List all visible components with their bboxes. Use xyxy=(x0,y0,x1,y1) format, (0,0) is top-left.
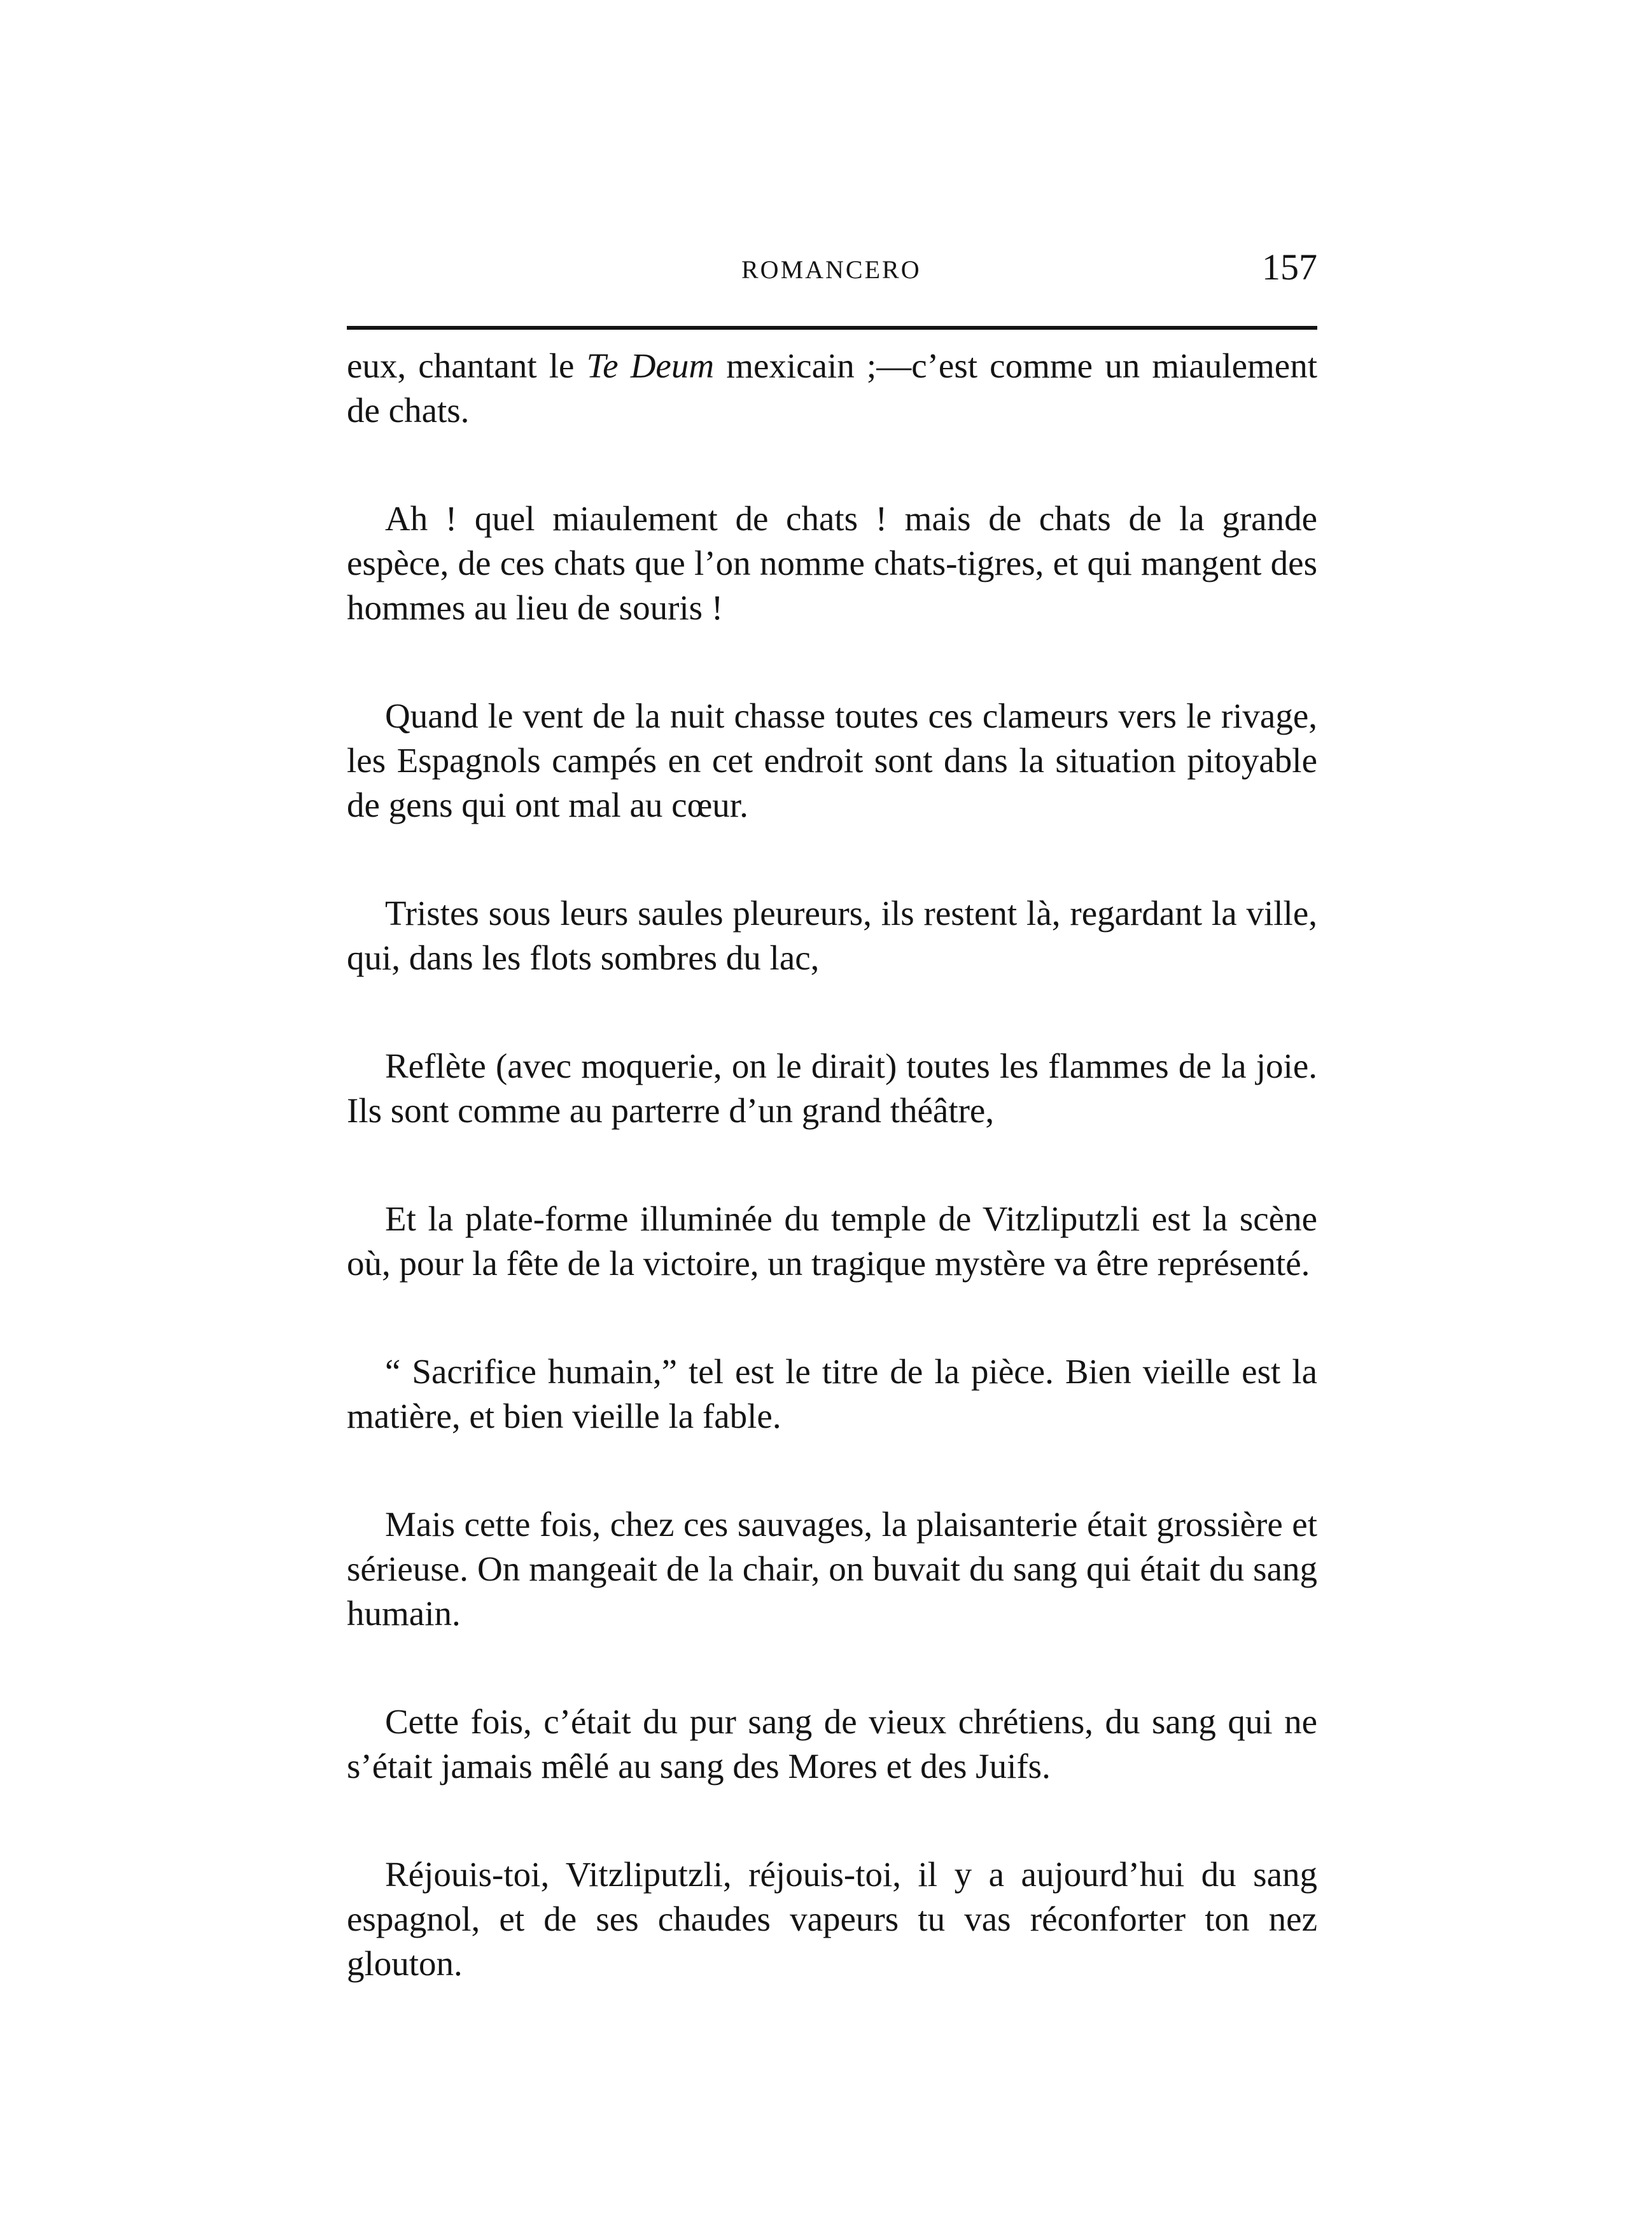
paragraph-6: Et la plate-forme illuminée du temple de Vitzliputzli est la scène où, pour la fête de la victoire, un tragique mystère va être représenté. xyxy=(347,1199,1317,1283)
paragraph-9: Cette fois, c’était du pur sang de vieux chrétiens, du sang qui ne s’était jamais mêlé au sang des Mores et des Juifs. xyxy=(347,1702,1317,1786)
page-number: 157 xyxy=(1262,246,1317,288)
paragraph-10: Réjouis-toi, Vitzliputzli, réjouis-toi, il y a aujourd’hui du sang espagnol, et de ses chaudes vapeurs tu vas réconforter ton nez glouton. xyxy=(347,1855,1317,1983)
header-rule xyxy=(347,326,1317,330)
paragraph-1-italic: Te Deum xyxy=(586,346,715,385)
paragraph-8: Mais cette fois, chez ces sauvages, la plaisanterie était grossière et sérieuse. On mangeait de la chair, on buvait du sang qui était du sang humain. xyxy=(347,1505,1317,1633)
paragraph-2: Ah ! quel miaulement de chats ! mais de chats de la grande espèce, de ces chats que l’on nomme chats-tigres, et qui mangent des hommes au lieu de souris ! xyxy=(347,499,1317,627)
paragraph-3: Quand le vent de la nuit chasse toutes ces clameurs vers le rivage, les Espagnols campés en cet endroit sont dans la situation pitoyable de gens qui ont mal au cœur. xyxy=(347,696,1317,824)
paragraph-4: Tristes sous leurs saules pleureurs, ils restent là, regardant la ville, qui, dans les flots sombres du lac, xyxy=(347,894,1317,977)
paragraph-1-after: mexicain ;—c’est comme un miaulement de chats. xyxy=(347,346,1317,430)
paragraph-5: Reflète (avec moquerie, on le dirait) toutes les flammes de la joie. Ils sont comme au parterre d’un grand théâtre, xyxy=(347,1046,1317,1130)
body-text xyxy=(347,344,1317,2050)
paragraph-1 xyxy=(347,344,1317,433)
running-title: ROMANCERO xyxy=(741,255,921,284)
paragraph-7: “ Sacrifice humain,” tel est le titre de la pièce. Bien vieille est la matière, et bien vieille la fable. xyxy=(347,1352,1317,1435)
paragraph-1-before: eux, chantant le xyxy=(347,346,587,385)
running-head xyxy=(347,246,1317,299)
